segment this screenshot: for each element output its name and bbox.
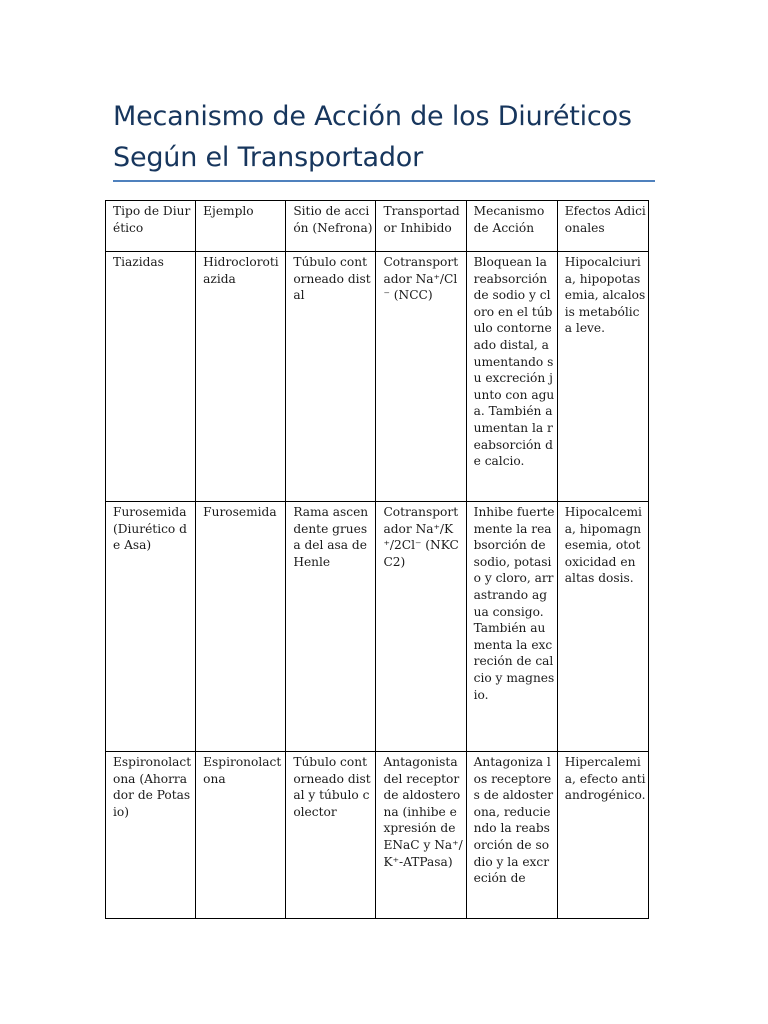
table-header-row: [106, 201, 649, 252]
table-cell: Túbulo contorneado distal y túbulo colector: [286, 752, 376, 919]
header-cell: Tipo de Diurético: [106, 201, 196, 252]
table-cell: Inhibe fuertemente la reabsorción de sodio, potasio y cloro, arrastrando agua consigo. También aumenta la excreción de calcio y magnesio.: [466, 502, 557, 752]
table-cell: Tiazidas: [106, 252, 196, 502]
title-line-1: Mecanismo de Acción de los Diuréticos: [113, 101, 632, 132]
table-row: [106, 252, 649, 502]
table-cell: Antagoniza los receptores de aldosterona, reduciendo la reabsorción de sodio y la excreción de: [466, 752, 557, 919]
title-underline: [113, 180, 655, 182]
header-cell: Mecanismo de Acción: [466, 201, 557, 252]
diuretics-table: [105, 200, 649, 919]
table-cell: Hipocalcemia, hipomagnesemia, ototoxicidad en altas dosis.: [557, 502, 648, 752]
table-cell: Hipercalemia, efecto antiandrogénico.: [557, 752, 648, 919]
table-cell: Espironolactona (Ahorrador de Potasio): [106, 752, 196, 919]
title-line-2: Según el Transportador: [113, 142, 423, 173]
table-cell: Cotransportador Na⁺/Cl⁻ (NCC): [376, 252, 466, 502]
document-title: [113, 96, 658, 178]
header-cell: Ejemplo: [196, 201, 286, 252]
header-cell: Sitio de acción (Nefrona): [286, 201, 376, 252]
table-cell: Furosemida: [196, 502, 286, 752]
header-cell: Efectos Adicionales: [557, 201, 648, 252]
table-cell: Túbulo contorneado distal: [286, 252, 376, 502]
table-cell: Furosemida (Diurético de Asa): [106, 502, 196, 752]
table-cell: Antagonista del receptor de aldosterona (inhibe expresión de ENaC y Na⁺/K⁺-ATPasa): [376, 752, 466, 919]
table-cell: Rama ascendente gruesa del asa de Henle: [286, 502, 376, 752]
table-cell: Hidroclorotiazida: [196, 252, 286, 502]
header-cell: Transportador Inhibido: [376, 201, 466, 252]
table-cell: Bloquean la reabsorción de sodio y cloro en el túbulo contorneado distal, aumentando su excreción junto con agua. También aumentan la reabsorción de calcio.: [466, 252, 557, 502]
table-row: [106, 502, 649, 752]
table-cell: Hipocalciuria, hipopotasemia, alcalosis metabólica leve.: [557, 252, 648, 502]
table-row: [106, 752, 649, 919]
table-cell: Cotransportador Na⁺/K⁺/2Cl⁻ (NKCC2): [376, 502, 466, 752]
table-cell: Espironolactona: [196, 752, 286, 919]
